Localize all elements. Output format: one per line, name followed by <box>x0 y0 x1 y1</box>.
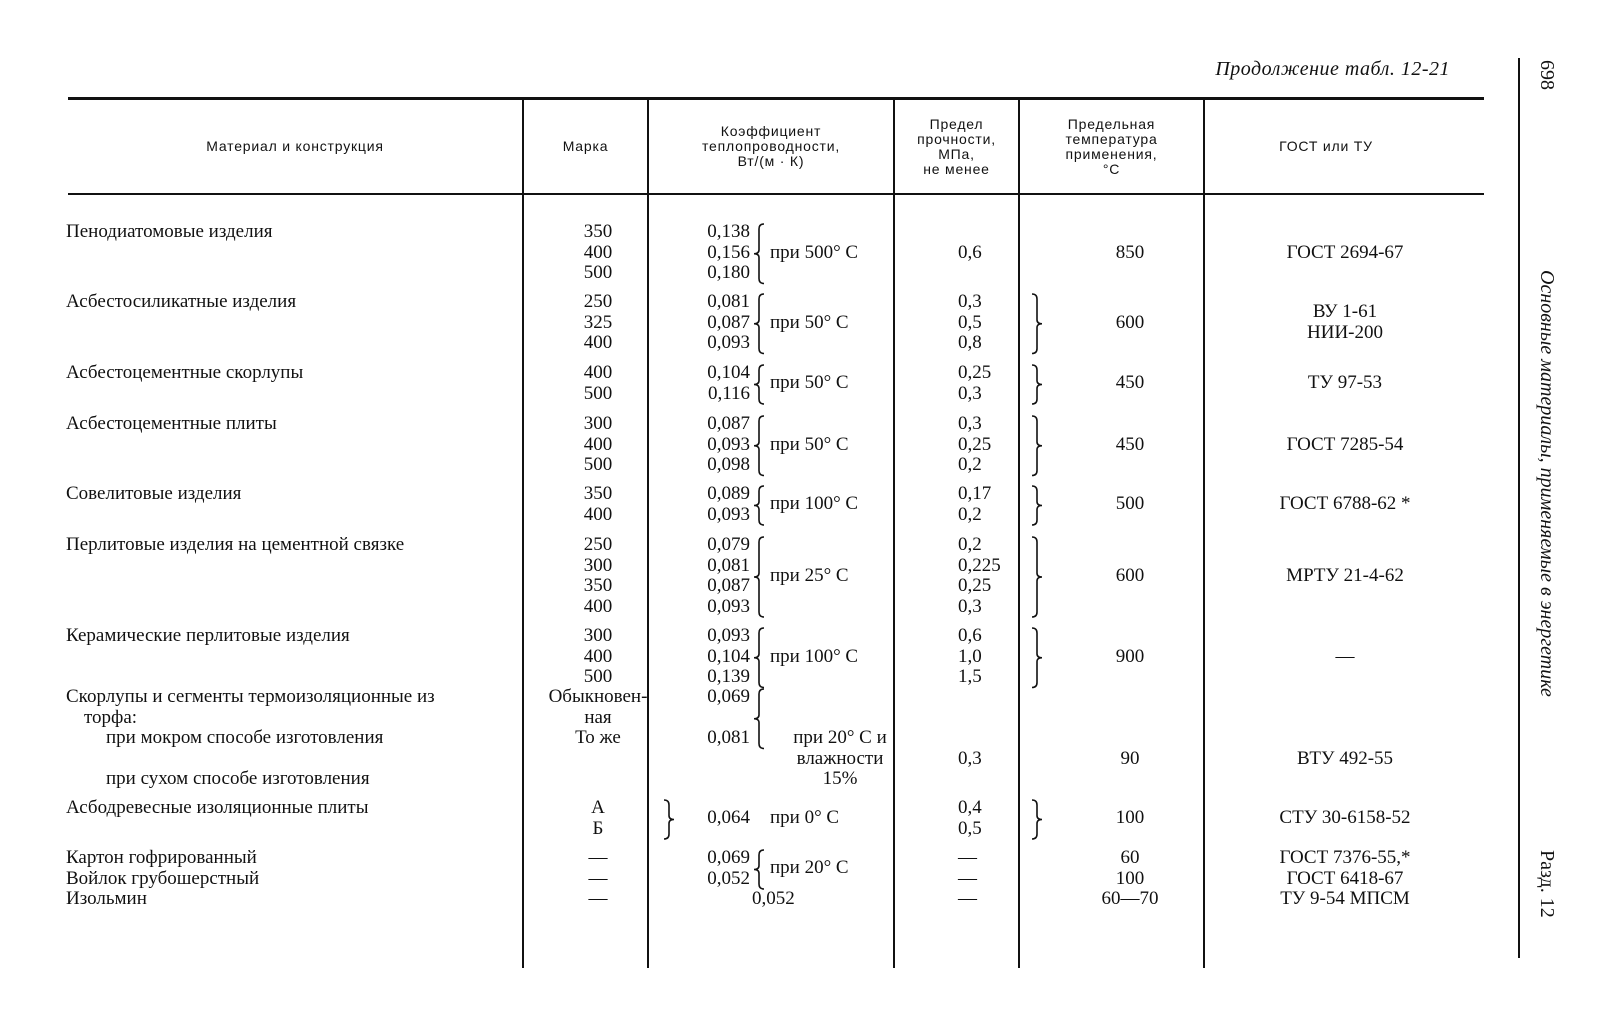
conductivity-value-line: 0,069 <box>707 686 750 707</box>
strength-value <box>958 292 1028 354</box>
strength-value-line: 0,2 <box>958 503 982 525</box>
temperature-value <box>1080 313 1180 334</box>
brace-icon <box>752 536 766 624</box>
temperature-value-line: 600 <box>1115 311 1145 333</box>
conductivity-value-line: 0,093 <box>707 332 750 353</box>
material-name <box>66 363 526 384</box>
strength-value-line: 1,0 <box>958 645 982 667</box>
mark-value-line: 400 <box>583 645 613 667</box>
gost-reference <box>1240 435 1450 456</box>
condition-text <box>770 243 910 264</box>
page-number: 698 <box>1536 60 1558 90</box>
mark-value-line: 400 <box>583 362 613 383</box>
mark-value-line: 500 <box>583 666 613 687</box>
mark-value-line: 325 <box>583 311 613 333</box>
material-name-line: Перлитовые изделия на цементной связке <box>66 534 405 555</box>
strength-value-line: 0,225 <box>958 554 1001 576</box>
conductivity-value-line: 0,104 <box>707 645 750 667</box>
temperature-value-line: 100 <box>1115 807 1145 829</box>
temperature-value <box>1080 749 1180 770</box>
gost-reference-line: ВТУ 492-55 <box>1296 747 1394 769</box>
gost-reference <box>1240 848 1450 910</box>
conductivity-value-line: 0,098 <box>707 454 750 475</box>
mark-value-line: А <box>591 797 605 818</box>
material-name-line: Асбестоцементные плиты <box>66 413 277 434</box>
mark-value-line: 250 <box>583 534 613 555</box>
temperature-value <box>1080 566 1180 587</box>
temperature-value <box>1080 243 1180 264</box>
temperature-value <box>1080 647 1180 668</box>
mark-value <box>538 484 658 525</box>
mark-value-line: Обыкновен- <box>548 686 648 707</box>
mark-value-line: 300 <box>583 413 613 434</box>
gost-reference <box>1240 302 1450 343</box>
conductivity-value <box>680 535 750 617</box>
conductivity-value-line: 0,138 <box>707 221 750 242</box>
strength-value <box>958 243 1028 264</box>
strength-value-line: 0,8 <box>958 332 982 353</box>
strength-value-line: 0,2 <box>958 534 982 555</box>
brace-icon <box>752 364 766 411</box>
header-temperature: Предельная температура применения, °С <box>1065 115 1158 177</box>
conductivity-value-line: 0,093 <box>707 433 750 455</box>
temperature-value <box>1080 494 1180 515</box>
section-label: Разд. 12 <box>1536 850 1558 918</box>
strength-value-line: 0,25 <box>958 575 992 596</box>
condition-text-line: при 20° С <box>770 857 849 879</box>
condition-text <box>770 373 910 394</box>
material-name-line: Войлок грубошерстный <box>66 867 260 889</box>
condition-text-line: влажности <box>796 747 884 769</box>
conductivity-value-line: 0,087 <box>707 575 750 596</box>
conductivity-value-line: 0,093 <box>707 595 750 617</box>
gost-reference-line: ВУ 1-61 <box>1312 301 1378 323</box>
mark-value-line: 500 <box>583 262 613 283</box>
conductivity-value-line: 0,156 <box>707 241 750 263</box>
strength-value-line: 0,5 <box>958 817 982 839</box>
mark-value-line: — <box>588 847 608 868</box>
material-name <box>66 222 526 243</box>
temperature-value-line: 60—70 <box>1101 888 1159 909</box>
mark-value-line: 350 <box>583 483 613 504</box>
gost-reference <box>1240 373 1450 394</box>
brace-icon <box>752 485 766 532</box>
column-divider <box>1203 98 1205 968</box>
mark-value-line: 400 <box>583 433 613 455</box>
condition-text-line: при 25° С <box>770 564 849 586</box>
gost-reference-line: НИИ-200 <box>1307 321 1383 343</box>
mark-value-line: 500 <box>583 382 613 404</box>
mark-value-line: ная <box>584 706 612 728</box>
strength-value <box>958 798 1028 839</box>
strength-value-line: 1,5 <box>958 666 982 687</box>
conductivity-value-line: 0,081 <box>707 727 750 748</box>
material-name <box>66 414 526 435</box>
mark-value <box>538 363 658 404</box>
strength-value-line: 0,5 <box>958 311 982 333</box>
conductivity-value-line: 0,087 <box>707 311 750 333</box>
conductivity-value <box>680 222 750 284</box>
strength-value-line: 0,3 <box>958 382 982 404</box>
conductivity-value-line: 0,079 <box>707 534 750 555</box>
temperature-value <box>1080 435 1180 456</box>
strength-value <box>958 626 1028 688</box>
gost-reference-line: ГОСТ 2694-67 <box>1286 241 1404 263</box>
header-mark: Марка <box>562 138 609 154</box>
brace-icon <box>752 849 766 896</box>
mark-value-line: 400 <box>583 332 613 353</box>
condition-text-line: при 50° С <box>770 433 849 455</box>
material-name-line: торфа: <box>84 706 138 728</box>
mark-value <box>538 222 658 284</box>
conductivity-value <box>680 484 750 525</box>
mark-value <box>538 292 658 354</box>
brace-icon <box>1030 293 1044 361</box>
conductivity-value-line: 0,139 <box>707 666 750 687</box>
conductivity-value-line: 0,093 <box>707 503 750 525</box>
gost-reference-line: СТУ 30-6158-52 <box>1279 807 1411 829</box>
strength-value <box>958 484 1028 525</box>
mark-value-line: 400 <box>583 595 613 617</box>
strength-value-line: 0,25 <box>958 362 992 383</box>
material-name-line: при сухом способе изготовления <box>106 768 370 789</box>
mark-value-line: То же <box>575 727 621 748</box>
table-caption: Продолжение табл. 12-21 <box>1215 58 1450 80</box>
strength-value-line: — <box>958 867 977 889</box>
gost-reference-line: ТУ 97-53 <box>1307 372 1383 394</box>
brace-icon <box>1030 364 1044 411</box>
material-name-line: при мокром способе изготовления <box>106 727 384 748</box>
mark-value <box>538 626 658 688</box>
brace-icon <box>752 627 766 695</box>
condition-text <box>770 858 910 879</box>
strength-value <box>958 749 1028 770</box>
gost-reference <box>1240 243 1450 264</box>
strength-value-line: 0,3 <box>958 413 982 434</box>
temperature-value-line: 60 <box>1120 847 1140 868</box>
material-name-line: Скорлупы и сегменты термоизоляционные из <box>66 686 435 707</box>
brace-icon <box>662 799 676 846</box>
strength-value-line: — <box>958 847 977 868</box>
mark-value <box>538 535 658 617</box>
mark-value-line: 400 <box>583 241 613 263</box>
material-name-line: Изольмин <box>66 888 147 909</box>
mark-value-line: 350 <box>583 575 613 596</box>
conductivity-value-line: 0,081 <box>707 291 750 312</box>
header-rule <box>68 193 1484 195</box>
mark-value-line: 300 <box>583 625 613 646</box>
margin-rule <box>1518 58 1520 958</box>
gost-reference <box>1240 566 1450 587</box>
gost-reference-line: ГОСТ 6788-62 * <box>1279 493 1411 515</box>
gost-reference <box>1240 808 1450 829</box>
temperature-value <box>1080 808 1180 829</box>
mark-value-line: — <box>588 867 608 889</box>
strength-value-line: 0,2 <box>958 454 982 475</box>
temperature-value-line: 900 <box>1115 645 1145 667</box>
mark-value <box>538 848 658 910</box>
conductivity-value <box>680 848 750 889</box>
material-name <box>66 848 526 910</box>
gost-reference <box>1240 494 1450 515</box>
material-name <box>66 292 526 313</box>
strength-value-line: 0,25 <box>958 433 992 455</box>
temperature-value <box>1080 848 1180 910</box>
strength-value-line: 0,17 <box>958 483 992 504</box>
gost-reference <box>1240 647 1450 668</box>
conductivity-value-line: 0,089 <box>707 483 750 504</box>
condition-text <box>770 566 910 587</box>
header-gost: ГОСТ или ТУ <box>1279 138 1373 154</box>
conductivity-value-line: 0,069 <box>707 847 750 868</box>
brace-icon <box>1030 627 1044 695</box>
section-title: Основные материалы, применяемые в энергетике <box>1536 270 1558 697</box>
conductivity-value <box>680 626 750 688</box>
temperature-value-line: 600 <box>1115 564 1145 586</box>
gost-reference <box>1240 749 1450 770</box>
gost-reference-line: — <box>1335 645 1355 667</box>
column-divider <box>893 98 895 968</box>
header-material: Материал и конструкция <box>206 138 384 154</box>
condition-text-line: при 500° С <box>770 241 859 263</box>
brace-icon <box>1030 799 1044 846</box>
brace-icon <box>752 688 766 756</box>
conductivity-value <box>680 414 750 476</box>
condition-text-line: при 50° С <box>770 372 849 394</box>
mark-value-line: Б <box>592 817 604 839</box>
strength-value <box>958 414 1028 476</box>
conductivity-value-line <box>680 708 750 729</box>
material-name-line: Пенодиатомовые изделия <box>66 221 273 242</box>
material-name-line: Асбодревесные изоляционные плиты <box>66 797 369 818</box>
condition-text-line: при 0° С <box>770 807 840 829</box>
mark-value <box>538 414 658 476</box>
strength-value-line: 0,6 <box>958 625 982 646</box>
conductivity-value <box>680 292 750 354</box>
mark-value-line: 400 <box>583 503 613 525</box>
material-name-line: Совелитовые изделия <box>66 483 242 504</box>
material-name <box>66 626 526 647</box>
conductivity-value-line: 0,052 <box>752 888 795 909</box>
condition-text-line: при 100° С <box>770 493 859 515</box>
condition-text <box>770 808 910 829</box>
material-name-line <box>66 749 526 770</box>
material-name <box>66 535 526 556</box>
brace-icon <box>752 223 766 291</box>
material-name-line: Керамические перлитовые изделия <box>66 625 350 646</box>
material-name-line: Асбестосиликатные изделия <box>66 291 297 312</box>
strength-value-line: 0,3 <box>958 595 982 617</box>
strength-value-line: — <box>958 888 977 909</box>
mark-value-line: 300 <box>583 554 613 576</box>
material-name <box>66 687 526 790</box>
strength-value <box>958 363 1028 404</box>
strength-value <box>958 848 1028 910</box>
conductivity-value-line: 0,064 <box>707 807 750 829</box>
material-name <box>66 798 526 819</box>
conductivity-value <box>680 808 750 829</box>
conductivity-value-line: 0,180 <box>707 262 750 283</box>
mark-value-line: 350 <box>583 221 613 242</box>
material-name-line: Картон гофрированный <box>66 847 257 868</box>
brace-icon <box>1030 415 1044 483</box>
brace-icon <box>1030 536 1044 624</box>
condition-text <box>770 313 910 334</box>
temperature-value-line: 450 <box>1115 372 1145 394</box>
margin-text <box>1530 60 1560 960</box>
mark-value <box>538 798 658 839</box>
gost-reference-line: ГОСТ 7376-55,* <box>1279 847 1411 868</box>
temperature-value-line: 100 <box>1115 867 1145 889</box>
brace-icon <box>752 415 766 483</box>
conductivity-value-line: 0,104 <box>707 362 750 383</box>
brace-icon <box>1030 485 1044 532</box>
condition-text <box>770 435 910 456</box>
conductivity-value <box>680 687 750 749</box>
conductivity-value <box>680 363 750 404</box>
mark-value-line: 500 <box>583 454 613 475</box>
conductivity-value-line: 0,081 <box>707 554 750 576</box>
material-name-line: Асбестоцементные скорлупы <box>66 362 304 383</box>
strength-value-line: 0,4 <box>958 797 982 818</box>
strength-value-line: 0,3 <box>958 747 982 769</box>
header-strength: Предел прочности, МПа, не менее <box>917 115 996 177</box>
mark-value <box>538 687 658 749</box>
gost-reference-line: ТУ 9-54 МПСМ <box>1280 888 1410 909</box>
condition-text <box>770 728 910 790</box>
condition-text-line: при 100° С <box>770 645 859 667</box>
condition-text-line: при 20° С и <box>793 727 887 748</box>
conductivity-value-line: 0,052 <box>707 867 750 889</box>
temperature-value-line: 850 <box>1115 241 1145 263</box>
condition-text-line: 15% <box>822 768 858 789</box>
brace-icon <box>752 293 766 361</box>
gost-reference-line: ГОСТ 6418-67 <box>1286 867 1404 889</box>
conductivity-value-line: 0,093 <box>707 625 750 646</box>
condition-text-line: при 50° С <box>770 311 849 333</box>
gost-reference-line: ГОСТ 7285-54 <box>1286 433 1404 455</box>
condition-text <box>770 494 910 515</box>
conductivity-value-line: 0,116 <box>707 382 750 404</box>
strength-value <box>958 535 1028 617</box>
header-conductivity: Коэффициент теплопроводности, Вт/(м · К) <box>701 123 841 169</box>
temperature-value <box>1080 373 1180 394</box>
mark-value-line: — <box>588 888 608 909</box>
material-name <box>66 484 526 505</box>
strength-value-line: 0,3 <box>958 291 982 312</box>
mark-value-line: 250 <box>583 291 613 312</box>
temperature-value-line: 450 <box>1115 433 1145 455</box>
gost-reference-line: МРТУ 21-4-62 <box>1286 564 1404 586</box>
conductivity-value-line: 0,087 <box>707 413 750 434</box>
condition-text <box>770 647 910 668</box>
strength-value-line: 0,6 <box>958 241 982 263</box>
temperature-value-line: 500 <box>1115 493 1145 515</box>
temperature-value-line: 90 <box>1120 747 1140 769</box>
